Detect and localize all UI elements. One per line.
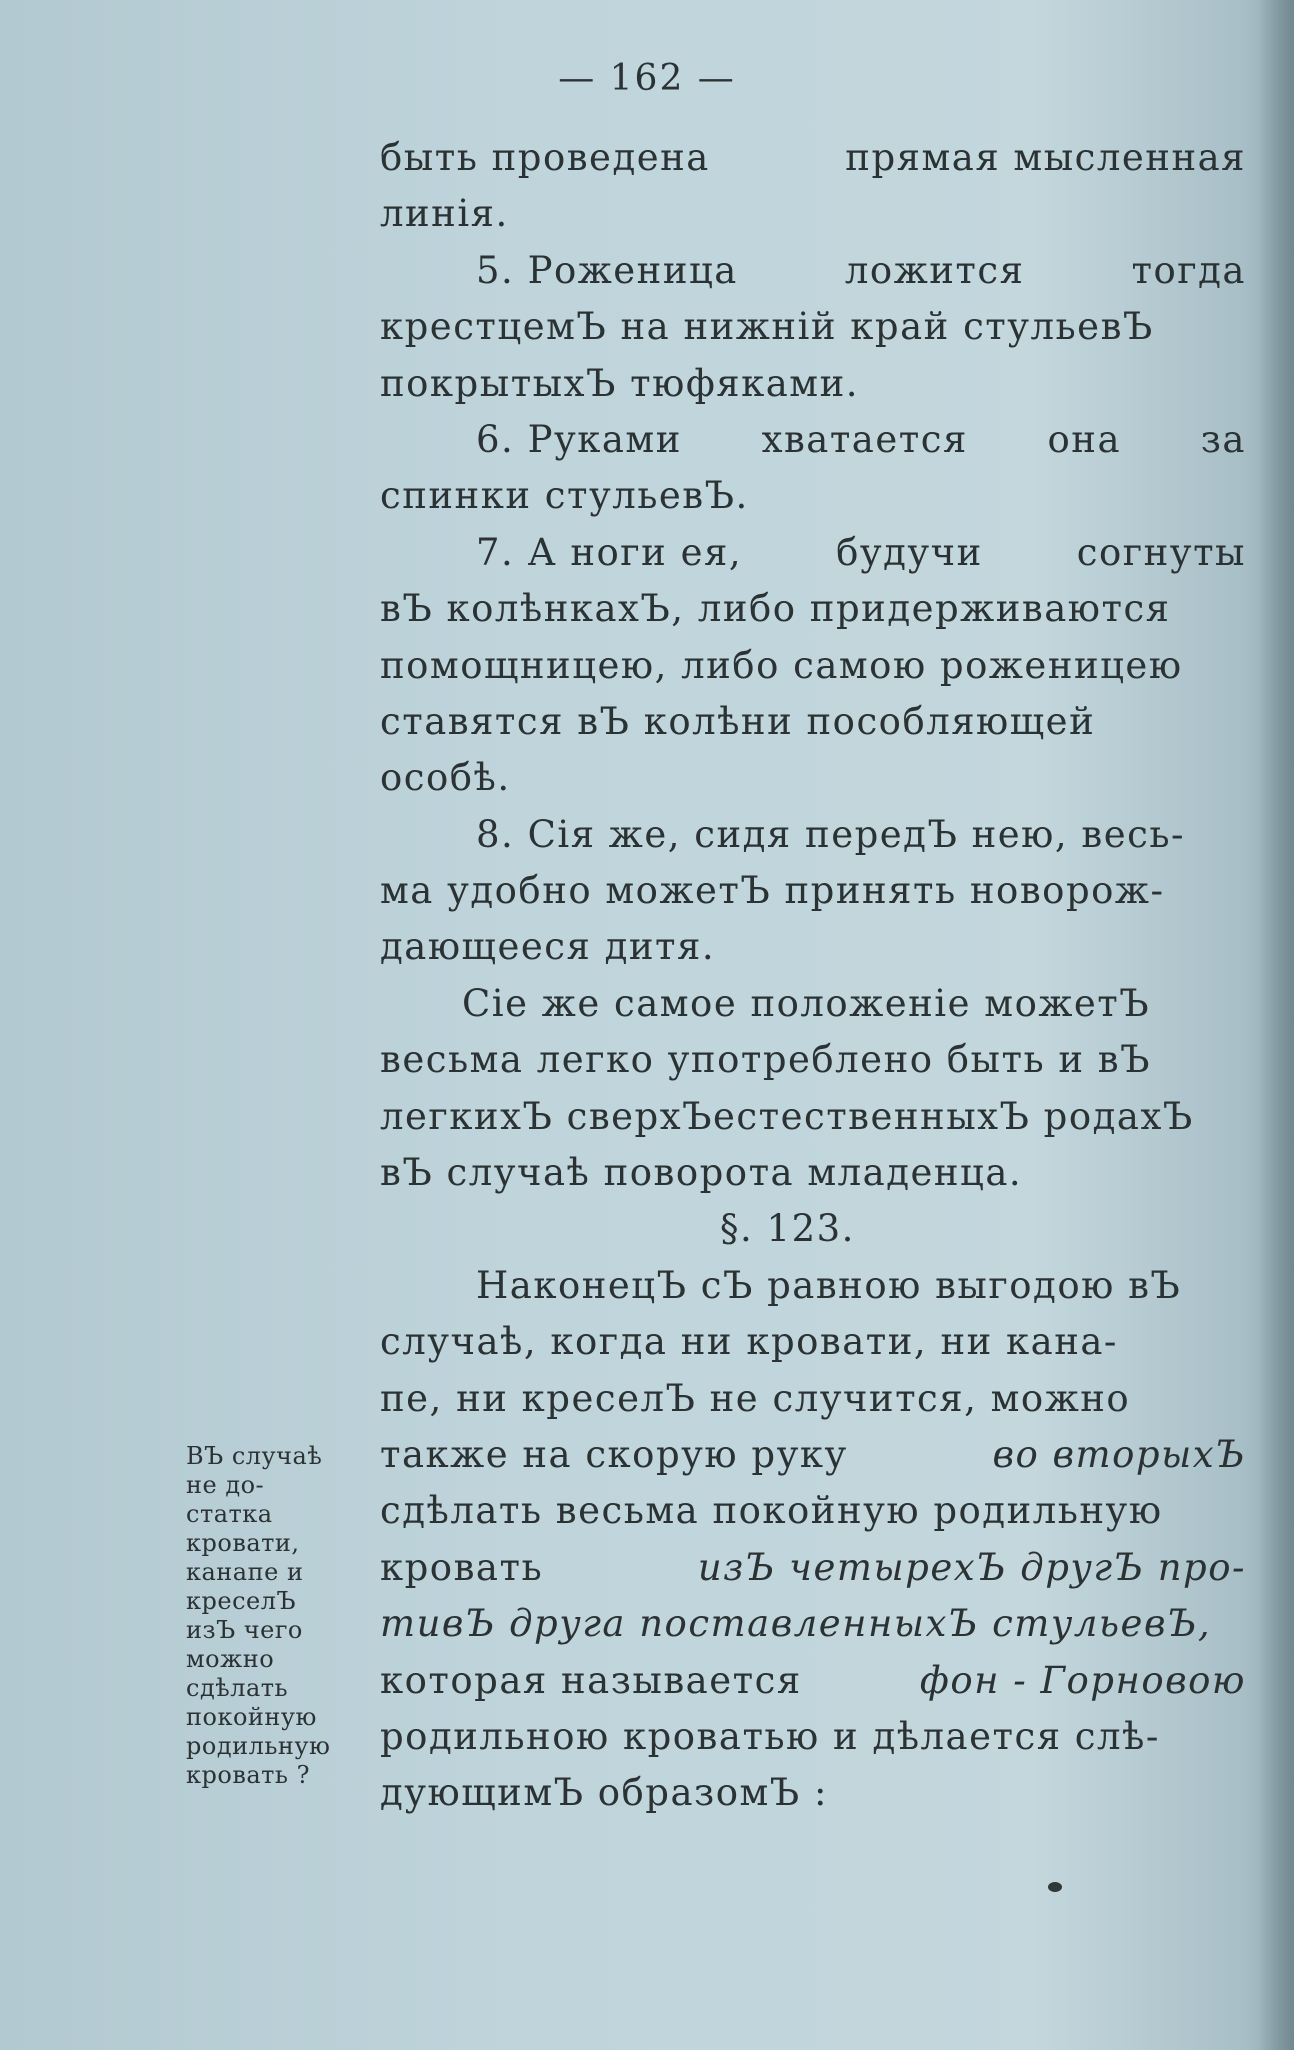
italic-emphasis: фон - Горновою	[919, 1658, 1246, 1702]
page-gutter-shadow	[1258, 0, 1294, 2050]
text-line: особѣ.	[380, 756, 511, 800]
text-line: вЪ случаѣ поворота младенца.	[380, 1151, 1023, 1195]
text-line: линія.	[380, 192, 509, 236]
text-line: спинки стульевЪ.	[380, 474, 749, 518]
text-line: быть проведена прямая мысленная	[380, 136, 1246, 179]
text-line: также на скорую руку во вторыхЪ	[380, 1427, 1246, 1483]
margin-note-line: ВЪ случаѣ	[186, 1442, 323, 1470]
text-line: дающееся дитя.	[380, 925, 716, 969]
margin-note-line: не до-	[186, 1471, 265, 1499]
text-line: помощницею, либо самою роженицею	[380, 643, 1183, 687]
margin-note-line: можно	[186, 1645, 275, 1673]
paragraph-start: Сіе же самое положеніе можетЪ	[462, 981, 1151, 1025]
text-line: родильною кроватью и дѣлается слѣ-	[380, 1714, 1160, 1758]
italic-line: тивЪ друга поставленныхЪ стульевЪ,	[380, 1602, 1212, 1646]
text-line: случаѣ, когда ни кровати, ни кана-	[380, 1320, 1118, 1364]
margin-note-line: канапе и	[186, 1558, 304, 1586]
text-line: покрытыхЪ тюфяками.	[380, 361, 860, 405]
paragraph-8-start: 8. Сія же, сидя передЪ нею, весь-	[476, 812, 1185, 856]
text-line: крестцемЪ на нижній край стульевЪ	[380, 305, 1154, 349]
margin-note-line: креселЪ	[186, 1587, 297, 1615]
text-line: легкихЪ сверхЪестественныхЪ родахЪ	[380, 1094, 1194, 1138]
text-line: вЪ колѣнкахЪ, либо придерживаются	[380, 587, 1171, 631]
margin-note-line: статка	[186, 1500, 273, 1528]
page-number: — 162 —	[558, 58, 736, 99]
italic-emphasis: изЪ четырехЪ другЪ про-	[697, 1545, 1246, 1589]
margin-note-line: кровать ?	[186, 1761, 310, 1789]
ink-speck	[1048, 1882, 1062, 1892]
paragraph-6-start: 6. Руками хватается она за	[476, 417, 1246, 461]
margin-note-line: кровати,	[186, 1529, 300, 1557]
section-heading: §. 123.	[720, 1207, 855, 1251]
margin-note-line: родильную	[186, 1732, 331, 1760]
paragraph-start: НаконецЪ сЪ равною выгодою вЪ	[476, 1263, 1182, 1307]
text-line: ставятся вЪ колѣни пособляющей	[380, 699, 1096, 743]
text-line: ма удобно можетЪ принять новорож-	[380, 869, 1165, 913]
margin-note	[186, 1442, 386, 1790]
text-line: дующимЪ образомЪ :	[380, 1771, 828, 1815]
text-line: которая называется фон - Горновою	[380, 1653, 1246, 1709]
margin-note-line: сдѣлать	[186, 1674, 289, 1702]
text-line: кровать изЪ четырехЪ другЪ про-	[380, 1540, 1246, 1596]
paragraph-7-start: 7. А ноги ея, будучи согнуты	[476, 530, 1246, 574]
margin-note-line: покойную	[186, 1703, 317, 1731]
margin-note-line: изЪ чего	[186, 1616, 303, 1644]
paragraph-5-start: 5. Роженица ложится тогда	[476, 248, 1246, 292]
text-line: весьма легко употреблено быть и вЪ	[380, 1038, 1152, 1082]
main-text-block	[380, 130, 1246, 1822]
text-line: сдѣлать весьма покойную родильную	[380, 1489, 1163, 1533]
italic-emphasis: во вторыхЪ	[992, 1432, 1246, 1476]
text-line: пе, ни креселЪ не случится, можно	[380, 1376, 1131, 1420]
